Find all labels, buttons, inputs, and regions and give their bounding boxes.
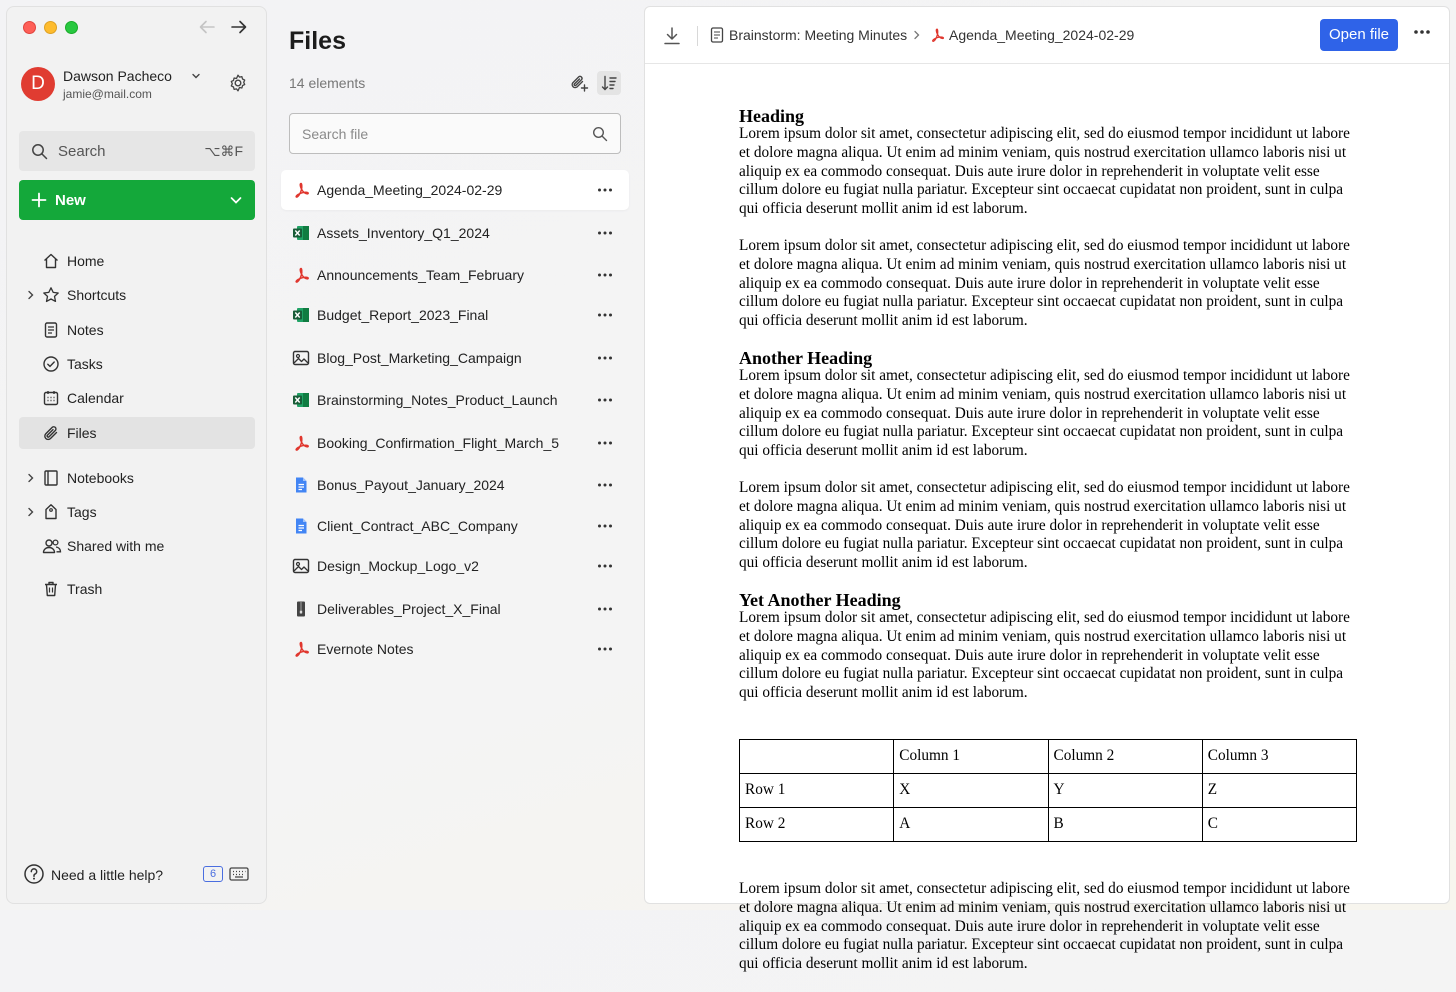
file-more-button[interactable]: [597, 434, 613, 457]
calendar-icon: [42, 389, 60, 407]
people-icon: [42, 537, 62, 555]
file-name: Budget_Report_2023_Final: [317, 307, 489, 323]
file-preview: [644, 6, 1450, 973]
file-list-item[interactable]: [281, 465, 629, 505]
chevron-right-icon: [913, 30, 921, 40]
gear-icon[interactable]: [228, 73, 248, 93]
more-options-icon[interactable]: [597, 349, 613, 367]
breadcrumb-file: Agenda_Meeting_2024-02-29: [949, 27, 1135, 43]
file-name: Deliverables_Project_X_Final: [317, 601, 501, 617]
sidebar-item-label: Shortcuts: [67, 287, 127, 303]
sidebar-item-tasks[interactable]: [19, 348, 255, 380]
file-name: Brainstorming_Notes_Product_Launch: [317, 392, 558, 408]
sidebar-item-label: Tasks: [67, 356, 103, 372]
file-more-button[interactable]: [597, 181, 613, 204]
sidebar-item-label: Notebooks: [67, 470, 134, 486]
more-options-icon[interactable]: [597, 600, 613, 618]
account-switcher[interactable]: [21, 65, 252, 105]
file-search-input[interactable]: [302, 114, 582, 153]
file-type-icon: [292, 391, 310, 414]
table-cell: Column 3: [1202, 739, 1356, 773]
file-list-item[interactable]: [281, 423, 629, 463]
table-cell: [740, 739, 894, 773]
table-row: [740, 773, 1357, 807]
table-cell: Z: [1202, 773, 1356, 807]
file-list-item[interactable]: [281, 295, 629, 335]
open-file-button[interactable]: Open file: [1320, 19, 1398, 51]
notebook-icon: [42, 469, 60, 487]
check-circle-icon: [42, 355, 60, 373]
plus-icon: [31, 192, 47, 208]
doc-paragraph: Lorem ipsum dolor sit amet, consectetur adipiscing elit, sed do eiusmod tempor incididunt ut labore et dolore magna aliqua. Ut enim ad minim veniam, quis nostrud exercitation ullamco laboris nisi ut aliquip ex ea commodo consequat. Duis aute irure dolor in reprehenderit in voluptate velit esse cillum dolore eu fugiat nulla pariatur. Excepteur sint occaecat cupidatat non proident, sunt in culpa qui officia deserunt mollit anim id est laborum.: [739, 125, 1350, 218]
sidebar-item-notes[interactable]: [19, 314, 255, 346]
sidebar-item-tags[interactable]: [19, 496, 255, 528]
file-more-button[interactable]: [597, 224, 613, 247]
doc-paragraph: Lorem ipsum dolor sit amet, consectetur adipiscing elit, sed do eiusmod tempor incididunt ut labore et dolore magna aliqua. Ut enim ad minim veniam, quis nostrud exercitation ullamco laboris nisi ut aliquip ex ea commodo consequat. Duis aute irure dolor in reprehenderit in voluptate velit esse cillum dolore eu fugiat nulla pariatur. Excepteur sint occaecat cupidatat non proident, sunt in culpa qui officia deserunt mollit anim id est laborum.: [739, 608, 1350, 702]
file-type-icon: [292, 640, 310, 663]
breadcrumb-note[interactable]: Brainstorm: Meeting Minutes: [729, 27, 908, 43]
new-button[interactable]: [19, 180, 255, 220]
zoom-window-button[interactable]: [65, 21, 78, 34]
table-cell: Column 1: [894, 739, 1048, 773]
doc-paragraph: Lorem ipsum dolor sit amet, consectetur adipiscing elit, sed do eiusmod tempor incididunt ut labore et dolore magna aliqua. Ut enim ad minim veniam, quis nostrud exercitation ullamco laboris nisi ut aliquip ex ea commodo consequat. Duis aute irure dolor in reprehenderit in voluptate velit esse cillum dolore eu fugiat nulla pariatur. Excepteur sint occaecat cupidatat non proident, sunt in culpa qui officia deserunt mollit anim id est laborum.: [739, 236, 1350, 330]
sidebar-item-label: Notes: [67, 322, 104, 338]
question-circle-icon: [23, 863, 45, 885]
window-controls: [23, 21, 78, 34]
file-search: [289, 113, 621, 154]
close-window-button[interactable]: [23, 21, 36, 34]
file-name: Design_Mockup_Logo_v2: [317, 558, 479, 574]
file-more-button[interactable]: [597, 306, 613, 329]
more-options-icon[interactable]: [597, 640, 613, 658]
files-panel: [275, 0, 639, 910]
tag-icon: [42, 503, 60, 521]
more-options-icon[interactable]: [597, 181, 613, 199]
table-cell: Row 2: [740, 807, 894, 841]
image-icon: [292, 349, 310, 367]
file-list-item[interactable]: [281, 213, 629, 253]
document-content: [739, 107, 1359, 992]
table-cell: B: [1048, 807, 1202, 841]
file-name: Evernote Notes: [317, 641, 414, 657]
sidebar-item-trash[interactable]: [19, 573, 255, 605]
chevron-right-icon[interactable]: [27, 507, 35, 517]
file-type-icon: [292, 476, 310, 499]
table-cell: X: [894, 773, 1048, 807]
file-more-button[interactable]: [597, 557, 613, 580]
more-options-icon[interactable]: [597, 476, 613, 494]
table-cell: Row 1: [740, 773, 894, 807]
file-more-button[interactable]: [597, 266, 613, 289]
file-type-icon: [292, 557, 310, 580]
avatar: D: [21, 67, 55, 101]
file-list-item[interactable]: [281, 338, 629, 378]
pdf-icon: [292, 640, 310, 658]
pdf-icon: [292, 434, 310, 452]
add-attachment-icon[interactable]: [569, 73, 589, 93]
pdf-icon: [929, 27, 945, 43]
more-options-icon[interactable]: [1413, 29, 1431, 35]
trash-icon: [42, 580, 60, 598]
file-name: Assets_Inventory_Q1_2024: [317, 225, 490, 241]
more-options-icon[interactable]: [597, 517, 613, 535]
more-options-icon[interactable]: [597, 434, 613, 452]
sidebar-item-label: Trash: [67, 581, 103, 597]
file-name: Client_Contract_ABC_Company: [317, 518, 518, 534]
file-name: Bonus_Payout_January_2024: [317, 477, 505, 493]
preview-toolbar: [645, 7, 1449, 64]
account-name: Dawson Pacheco: [63, 68, 172, 84]
file-type-icon: [292, 306, 310, 329]
doc-heading: Yet Another Heading: [739, 589, 901, 610]
file-name: Booking_Confirmation_Flight_March_5: [317, 435, 560, 451]
file-type-icon: [292, 181, 310, 204]
minimize-window-button[interactable]: [44, 21, 57, 34]
doc-heading: Heading: [739, 106, 805, 126]
sidebar-item-label: Files: [67, 425, 97, 441]
keyboard-icon[interactable]: [229, 866, 249, 882]
file-list-item[interactable]: [281, 255, 629, 295]
document-icon: [292, 476, 310, 494]
doc-heading: Another Heading: [739, 347, 873, 368]
document-icon: [292, 517, 310, 535]
file-list-item[interactable]: [281, 170, 629, 210]
file-type-icon: [292, 517, 310, 540]
new-button-label: New: [55, 191, 86, 209]
chevron-right-icon[interactable]: [27, 473, 35, 483]
pdf-icon: [292, 181, 310, 199]
home-icon: [42, 252, 60, 270]
sidebar: [6, 6, 267, 904]
sidebar-search[interactable]: [19, 131, 255, 171]
file-more-button[interactable]: [597, 640, 613, 663]
file-more-button[interactable]: [597, 349, 613, 372]
file-type-icon: [292, 600, 310, 623]
sidebar-item-files[interactable]: [19, 417, 255, 449]
table-row: [740, 807, 1357, 841]
sidebar-item-label: Home: [67, 253, 105, 269]
file-list-item[interactable]: [281, 546, 629, 586]
table-cell: Column 2: [1048, 739, 1202, 773]
forward-arrow-icon[interactable]: [230, 18, 248, 36]
table-cell: Y: [1048, 773, 1202, 807]
table-cell: C: [1202, 807, 1356, 841]
sort-icon: [600, 74, 618, 92]
file-list-item[interactable]: [281, 380, 629, 420]
star-icon: [42, 286, 60, 304]
search-icon: [31, 143, 48, 160]
table-header-row: [740, 739, 1357, 773]
file-name: Blog_Post_Marketing_Campaign: [317, 350, 522, 366]
file-more-button[interactable]: [597, 391, 613, 414]
file-name: Agenda_Meeting_2024-02-29: [317, 182, 503, 198]
sidebar-item-shortcuts[interactable]: [19, 279, 255, 311]
more-options-icon[interactable]: [597, 391, 613, 409]
excel-icon: [292, 306, 310, 324]
doc-paragraph: Lorem ipsum dolor sit amet, consectetur adipiscing elit, sed do eiusmod tempor incididunt ut labore et dolore magna aliqua. Ut enim ad minim veniam, quis nostrud exercitation ullamco laboris nisi ut aliquip ex ea commodo consequat. Duis aute irure dolor in reprehenderit in voluptate velit esse cillum dolore eu fugiat nulla pariatur. Excepteur sint occaecat cupidatat non proident, sunt in culpa qui officia deserunt mollit anim id est laborum.: [739, 879, 1350, 973]
search-icon[interactable]: [592, 126, 608, 142]
file-type-icon: [292, 434, 310, 457]
sidebar-item-notebooks[interactable]: [19, 462, 255, 494]
sidebar-item-label: Shared with me: [67, 538, 165, 554]
note-icon: [42, 321, 60, 339]
pdf-icon: [292, 266, 310, 284]
doc-paragraph: Lorem ipsum dolor sit amet, consectetur adipiscing elit, sed do eiusmod tempor incididunt ut labore et dolore magna aliqua. Ut enim ad minim veniam, quis nostrud exercitation ullamco laboris nisi ut aliquip ex ea commodo consequat. Duis aute irure dolor in reprehenderit in voluptate velit esse cillum dolore eu fugiat nulla pariatur. Excepteur sint occaecat cupidatat non proident, sunt in culpa qui officia deserunt mollit anim id est laborum.: [739, 478, 1350, 572]
image-icon: [292, 557, 310, 575]
sidebar-item-label: Tags: [67, 504, 97, 520]
notification-badge[interactable]: 6: [203, 866, 223, 882]
page-title: Files: [289, 27, 346, 55]
paperclip-icon: [42, 424, 60, 442]
chevron-right-icon[interactable]: [27, 290, 35, 300]
excel-icon: [292, 224, 310, 242]
file-more-button[interactable]: [597, 476, 613, 499]
file-more-button[interactable]: [597, 517, 613, 540]
more-options-icon[interactable]: [597, 224, 613, 242]
search-label: Search: [58, 142, 106, 160]
note-icon: [710, 27, 724, 43]
file-type-icon: [292, 266, 310, 289]
file-list-item[interactable]: [281, 589, 629, 629]
search-shortcut: ⌥⌘F: [204, 142, 243, 159]
chevron-down-icon[interactable]: [229, 193, 243, 207]
history-nav: [198, 18, 248, 36]
file-name: Announcements_Team_February: [317, 267, 525, 283]
file-list-item[interactable]: [281, 506, 629, 546]
back-arrow-icon[interactable]: [198, 18, 216, 36]
help-link[interactable]: [23, 863, 252, 887]
help-label: Need a little help?: [51, 867, 164, 883]
excel-icon: [292, 391, 310, 409]
file-list-item[interactable]: [281, 629, 629, 669]
sidebar-item-home[interactable]: [19, 245, 255, 277]
doc-table: [739, 739, 1357, 842]
sidebar-item-shared-with-me[interactable]: [19, 530, 255, 562]
sort-button[interactable]: [597, 71, 621, 95]
file-type-icon: [292, 224, 310, 247]
more-options-icon[interactable]: [597, 266, 613, 284]
download-icon[interactable]: [662, 26, 682, 46]
chevron-down-icon: [191, 71, 201, 81]
doc-paragraph: Lorem ipsum dolor sit amet, consectetur adipiscing elit, sed do eiusmod tempor incididunt ut labore et dolore magna aliqua. Ut enim ad minim veniam, quis nostrud exercitation ullamco laboris nisi ut aliquip ex ea commodo consequat. Duis aute irure dolor in reprehenderit in voluptate velit esse cillum dolore eu fugiat nulla pariatur. Excepteur sint occaecat cupidatat non proident, sunt in culpa qui officia deserunt mollit anim id est laborum.: [739, 366, 1350, 460]
table-cell: A: [894, 807, 1048, 841]
more-options-icon[interactable]: [597, 306, 613, 324]
more-options-icon[interactable]: [597, 557, 613, 575]
account-email: jamie@mail.com: [63, 87, 152, 101]
files-count: 14 elements: [289, 75, 366, 91]
file-type-icon: [292, 349, 310, 372]
file-more-button[interactable]: [597, 600, 613, 623]
archive-icon: [292, 600, 310, 618]
toolbar-divider: [697, 26, 698, 46]
sidebar-item-label: Calendar: [67, 390, 124, 406]
sidebar-item-calendar[interactable]: [19, 382, 255, 414]
